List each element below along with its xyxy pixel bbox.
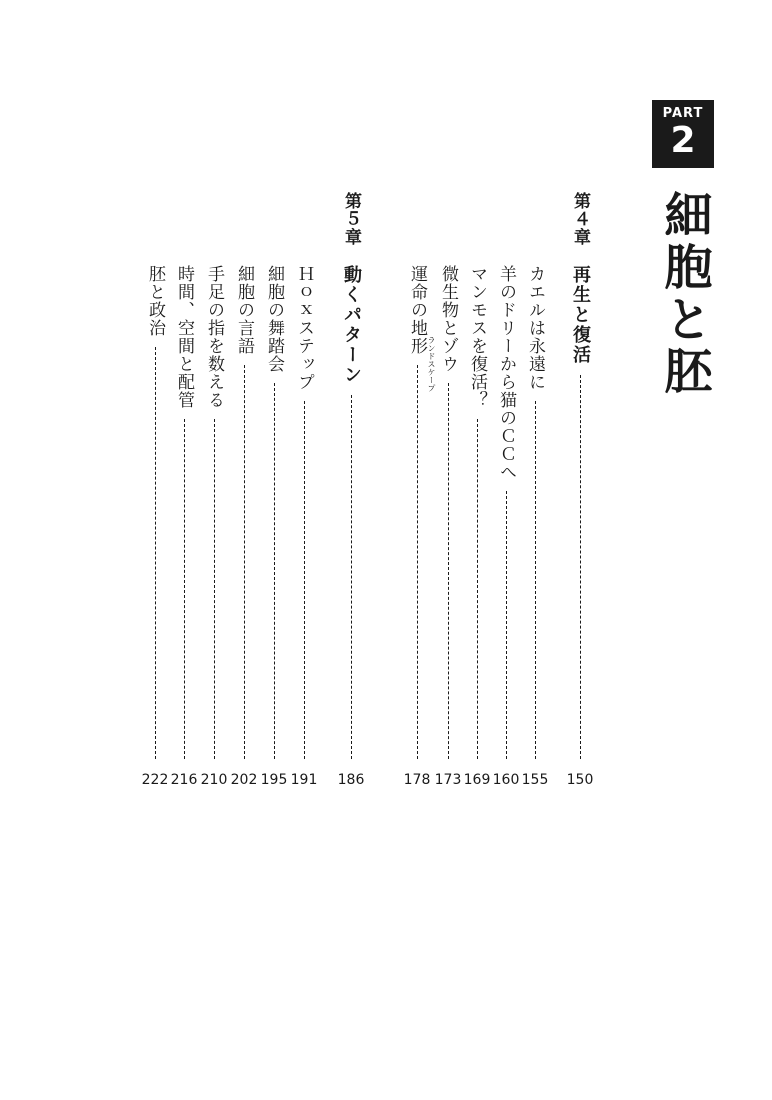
leader-dots [244,365,245,759]
leader-dots [214,419,215,759]
toc-entry-page: 155 [521,772,549,788]
toc-entry[interactable] [494,265,518,763]
toc-entry-title: 羊のドリーから猫のＣＣへ [496,265,516,481]
chapter-4-page: 150 [566,772,594,788]
toc-entry[interactable] [202,265,226,763]
leader-dots [304,401,305,759]
toc-entry-title: マンモスを復活？ [467,265,487,409]
leader-dots [448,383,449,759]
leader-dots [535,401,536,759]
toc-entry-title: 手足の指を数える [204,265,224,409]
chapter-4-heading[interactable] [568,265,592,763]
part-title: 細胞と胚 [656,190,712,398]
toc-entry-title: Ｈｏｘステップ [294,265,314,391]
toc-entry-title: 時間、空間と配管 [174,265,194,409]
toc-entry[interactable] [172,265,196,763]
chapter-5-heading[interactable] [339,265,363,763]
toc-entry[interactable] [232,265,256,763]
toc-entry[interactable] [292,265,316,763]
leader-dots [274,383,275,759]
chapter-5-page: 186 [337,772,365,788]
leader-dots [580,375,581,759]
toc-entry-page: 195 [260,772,288,788]
toc-entry[interactable] [465,265,489,763]
toc-entry-page: 222 [141,772,169,788]
part-label: PART [662,106,704,121]
chapter-5-label: 第５章 [341,192,361,246]
toc-entry-title: 細胞の言語 [234,265,254,355]
leader-dots [506,491,507,759]
leader-dots [351,395,352,759]
toc-entry-title: 胚と政治 [145,265,165,337]
toc-entry[interactable] [436,265,460,763]
leader-dots [184,419,185,759]
toc-entry-page: 178 [403,772,431,788]
toc-entry-page: 210 [200,772,228,788]
toc-entry[interactable] [523,265,547,763]
leader-dots [477,419,478,759]
toc-entry-page: 202 [230,772,258,788]
toc-entry[interactable] [143,265,167,763]
toc-entry-page: 173 [434,772,462,788]
chapter-5-title: 動くパターン [341,265,362,385]
leader-dots [155,347,156,759]
leader-dots [417,365,418,759]
part-number: 2 [670,120,696,161]
toc-entry-page: 169 [463,772,491,788]
toc-entry-page: 160 [492,772,520,788]
chapter-4-label: 第４章 [570,192,590,246]
toc-entry-page: 216 [170,772,198,788]
toc-entry[interactable] [262,265,286,763]
chapter-4-title: 再生と復活 [570,265,591,365]
toc-entry-title: 運命の地形 [407,265,427,355]
part-badge [652,100,714,168]
ruby-annotation: ランドスケープ [427,336,436,392]
toc-entry-page: 191 [290,772,318,788]
toc-entry-title: 微生物とゾウ [438,265,458,373]
toc-entry-title: カエルは永遠に [525,265,545,391]
toc-entry-title: 細胞の舞踏会 [264,265,284,373]
